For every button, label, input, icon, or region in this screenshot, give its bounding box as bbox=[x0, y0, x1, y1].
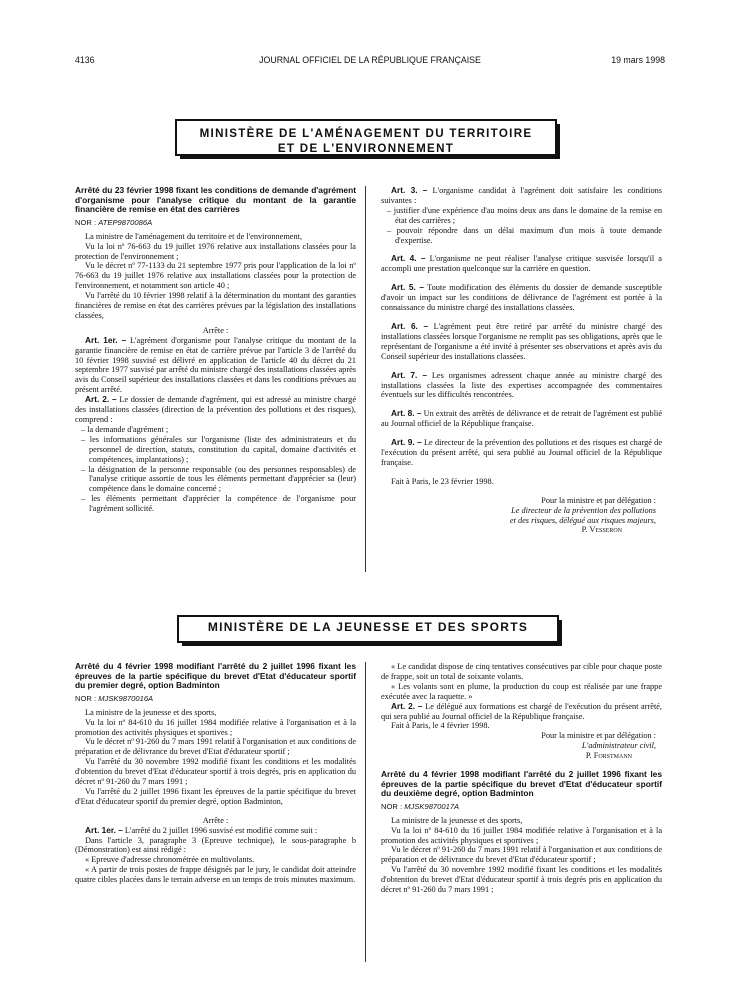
decree2-paragraph: « Epreuve d'adresse chronométrée en multivolants. bbox=[85, 855, 255, 865]
decree3-preamble-4: Vu l'arrêté du 30 novembre 1992 modifié fixant les conditions et les modalités d'obtention du brevet d'Etat d'éducateur sportif à trois degrés pris en application du décret nº 91-260 du 7 mars 1991 ; bbox=[381, 865, 662, 895]
decree1-art4: Art. 4. – L'organisme ne peut réaliser l'analyse critique susvisée lorsqu'il a accompli une prestation quelconque sur la carrière en question. bbox=[381, 253, 662, 274]
decree1-art3-item: – pouvoir répondre dans un délai maximum d'un mois à toute demande d'expertise. bbox=[387, 225, 662, 245]
decree1-left-column bbox=[75, 186, 356, 514]
decree1-art5: Art. 5. – Toute modification des éléments du dossier de demande susceptible d'avoir un impact sur les conditions de délivrance de l'agrément est portée à la connaissance du ministre chargé des installations classées. bbox=[381, 282, 662, 313]
decree1-art2-item: – la demande d'agrément ; bbox=[81, 424, 169, 434]
column-divider bbox=[365, 186, 366, 572]
decree1-sig-line3: et des risques, délégué aux risques majeurs, bbox=[509, 515, 656, 525]
decree2-quote: « Les volants sont en plume, la production du coup est réalisée par une frappe exécutée avec la raquette. » bbox=[381, 681, 662, 701]
decree2-right-column bbox=[381, 662, 662, 895]
decree2-sig-line2: L'administrateur civil, bbox=[581, 741, 656, 751]
decree1-art2-item: – les informations générales sur l'organisme (liste des administrateurs et du personnel de direction, statuts, constitution du capital, domaine d'activités et compétences, implantations) ; bbox=[81, 434, 356, 464]
ministry-banner-title: MINISTÈRE DE LA JEUNESSE ET DES SPORTS bbox=[207, 620, 529, 634]
issue-date: 19 mars 1998 bbox=[611, 55, 665, 65]
decree3-nor: NOR : MJSK9870017A bbox=[381, 801, 460, 811]
decree2-preamble-2: Vu la loi nº 84-610 du 16 juillet 1984 modifiée relative à l'organisation et à la promotion des activités physiques et sportives ; bbox=[75, 717, 356, 737]
decree1-art3: Art. 3. – L'organisme candidat à l'agrément doit satisfaire les conditions suivantes : bbox=[381, 185, 663, 205]
decree1-art2: Art. 2. – Le dossier de demande d'agrément, qui est adressé au ministre chargé des installations classées (direction de la prévention des pollutions et des risques), comprend : bbox=[75, 394, 357, 424]
decree2-fait: Fait à Paris, le 4 février 1998. bbox=[391, 721, 490, 731]
page-number: 4136 bbox=[75, 55, 95, 65]
journal-title: JOURNAL OFFICIEL DE LA RÉPUBLIQUE FRANÇAISE bbox=[259, 55, 481, 65]
decree1-art2-item: – les éléments permettant d'apprécier la compétence de l'organisme pour l'agrément sollicité. bbox=[81, 494, 356, 514]
decree1-art1: Art. 1er. – L'agrément d'organisme pour l'analyse critique du montant de la garantie financière de remise en état de carrière prévue par l'article 3 de l'arrêté du 10 février 1998 susvisé est délivré en application de l'article 40 du décret du 21 septembre 1977 susvisé par arrêté du ministre chargé des installations classées après avis du Conseil supérieur des installations classées et dans les conditions prévues au présent arrêté. bbox=[75, 334, 356, 395]
decree3-preamble-3: Vu le décret nº 91-260 du 7 mars 1991 relatif à l'organisation et aux conditions de préparation et de délivrance du brevet d'Etat d'éducateur sportif ; bbox=[381, 845, 662, 865]
column-divider bbox=[365, 662, 366, 962]
decree3-title: Arrêté du 4 février 1998 modifiant l'arrêté du 2 juillet 1996 fixant les épreuves de la partie spécifique du brevet d'Etat d'éducateur sportif du deuxième degré, option Badminton bbox=[381, 769, 662, 799]
decree1-preamble-2: Vu la loi nº 76-663 du 19 juillet 1976 relative aux installations classées pour la protection de l'environnement ; bbox=[75, 241, 356, 261]
decree2-preamble-4: Vu l'arrêté du 30 novembre 1992 modifié fixant les conditions et les modalités d'obtention du brevet d'Etat d'éducateur sportif à trois degrés, pris en application du décret nº 91-260 du 7 mars 1991 ; bbox=[75, 757, 356, 787]
decree1-preamble-3: Vu le décret nº 77-1133 du 21 septembre 1977 pris pour l'application de la loi nº 76-663 du 19 juillet 1976 relative aux installations classées pour la protection de l'environnement, et notamment son article 40 ; bbox=[75, 261, 356, 291]
decree2-nor: NOR : MJSK9870016A bbox=[75, 693, 154, 703]
decree1-signatory: P. Vesseron bbox=[581, 525, 622, 535]
decree2-art2: Art. 2. – Le délégué aux formations est chargé de l'exécution du présent arrêté, qui sera publié au Journal officiel de la République française. bbox=[381, 700, 663, 721]
decree1-preamble-1: La ministre de l'aménagement du territoire et de l'environnement, bbox=[85, 231, 303, 241]
decree2-preamble-3: Vu le décret nº 91-260 du 7 mars 1991 relatif à l'organisation et aux conditions de préparation et de délivrance du brevet d'Etat d'éducateur sportif ; bbox=[75, 737, 356, 757]
decree2-preamble-5: Vu l'arrêté du 2 juillet 1996 fixant les épreuves de la partie spécifique du brevet d'Etat d'éducateur sportif du premier degré, option Badminton, bbox=[75, 786, 356, 806]
decree1-sig-line1: Pour la ministre et par délégation : bbox=[541, 495, 656, 505]
decree1-title: Arrêté du 23 février 1998 fixant les conditions de demande d'agrément d'organisme pour l'analyse critique du montant de la garantie financière de remise en état des carrières bbox=[75, 185, 356, 215]
decree1-fait: Fait à Paris, le 23 février 1998. bbox=[391, 476, 494, 486]
decree1-art6: Art. 6. – L'agrément peut être retiré par arrêté du ministre chargé des installations classées lorsque l'organisme ne remplit pas ses obligations, après que le représentant de l'organisme a été invité à présenter ses observations et après avis du Conseil supérieur des installations classées. bbox=[381, 320, 663, 361]
decree2-title: Arrêté du 4 février 1998 modifiant l'arrêté du 2 juillet 1996 fixant les épreuves de la partie spécifique du brevet d'Etat d'éducateur sportif du premier degré, option Badminton bbox=[75, 661, 356, 691]
decree1-art9: Art. 9. – Le directeur de la prévention des pollutions et des risques est chargé de l'exécution du présent arrêté, qui sera publié au Journal officiel de la République française. bbox=[381, 437, 662, 467]
ministry-banner-line1: MINISTÈRE DE L'AMÉNAGEMENT DU TERRITOIRE bbox=[199, 127, 533, 140]
ministry-banner-line2: ET DE L'ENVIRONNEMENT bbox=[277, 142, 455, 155]
ministry-banner-environment bbox=[175, 119, 557, 156]
decree2-left-column bbox=[75, 662, 356, 885]
decree2-paragraph: Dans l'article 3, paragraphe 3 (Epreuve technique), le sous-paragraphe b (Démonstration) est ainsi rédigé : bbox=[75, 835, 356, 855]
ministry-banner-sports bbox=[177, 615, 559, 643]
decree3-preamble-1: La ministre de la jeunesse et des sports, bbox=[391, 815, 523, 825]
decree2-art1: Art. 1er. – L'arrêté du 2 juillet 1996 susvisé est modifié comme suit : bbox=[85, 824, 318, 835]
decree1-art3-item: – justifier d'une expérience d'au moins deux ans dans le domaine de la remise en état des carrières ; bbox=[387, 205, 662, 225]
decree3-preamble-2: Vu la loi nº 84-610 du 16 juillet 1984 modifiée relative à l'organisation et à la promotion des activités physiques et sportives ; bbox=[381, 825, 662, 845]
decree2-sig-line1: Pour la ministre et par délégation : bbox=[541, 731, 656, 741]
decree1-nor: NOR : ATEP9870086A bbox=[75, 217, 153, 227]
decree2-signatory: P. Forstmann bbox=[585, 751, 632, 761]
decree1-art7: Art. 7. – Les organismes adressent chaque année au ministre chargé des installations classées la liste des expertises accompagnée des commentaires éventuels sur les difficultés rencontrées. bbox=[381, 369, 662, 400]
decree1-art8: Art. 8. – Un extrait des arrêtés de délivrance et de retrait de l'agrément est publié au Journal officiel de la République française. bbox=[381, 408, 663, 429]
decree2-preamble-1: La ministre de la jeunesse et des sports, bbox=[85, 707, 217, 717]
decree1-sig-line2: Le directeur de la prévention des pollutions bbox=[511, 505, 656, 515]
page-header bbox=[75, 56, 665, 70]
decree1-right-column bbox=[381, 186, 662, 535]
decree2-quote: « Le candidat dispose de cinq tentatives consécutives par cible pour chaque poste de frappe, soit un total de soixante volants. bbox=[381, 662, 662, 681]
decree2-paragraph: « A partir de trois postes de frappe désignés par le jury, le candidat doit atteindre quatre cibles placées dans le terrain adverse en un temps de trois minutes maximum. bbox=[75, 865, 356, 885]
decree1-arrete: Arrête : bbox=[202, 325, 229, 335]
decree2-arrete: Arrête : bbox=[202, 815, 229, 825]
decree1-preamble-4: Vu l'arrêté du 10 février 1998 relatif à la détermination du montant des garanties financières de remise en état des carrières prévues par la législation des installations classées, bbox=[75, 291, 356, 320]
decree1-art2-item: – la désignation de la personne responsable (ou des personnes responsables) de l'analyse critique assortie de tous les éléments permettant d'apprécier sa (leur) compétence dans le domaine concerné ; bbox=[81, 464, 356, 494]
